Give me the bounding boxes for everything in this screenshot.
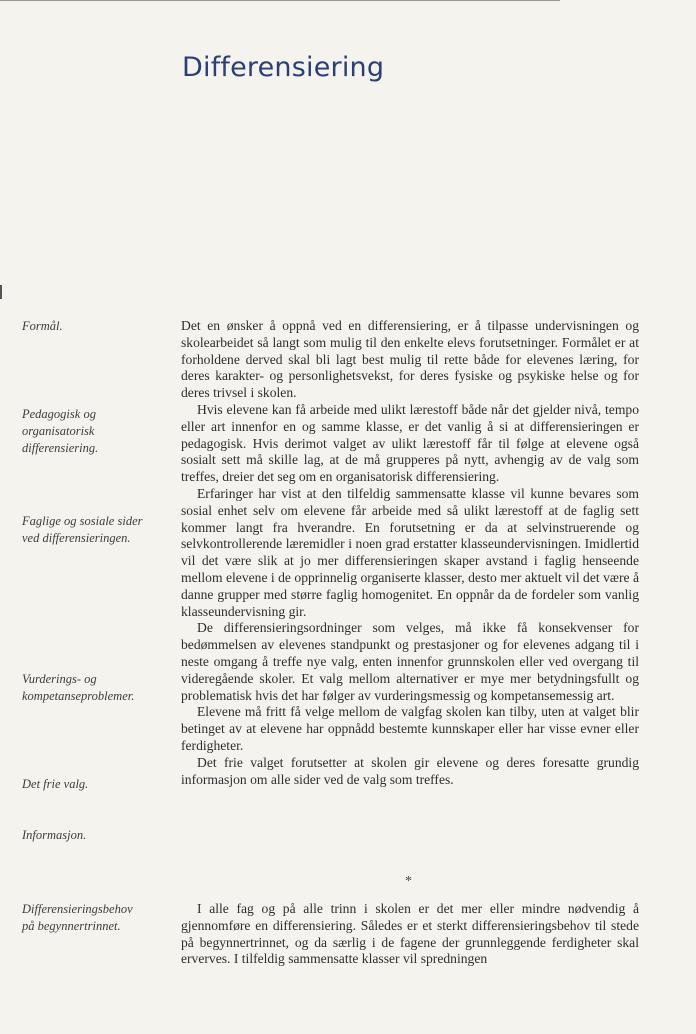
paragraph-vurderings: De differensieringsordninger som velges, må ikke få konsekvenser for bedømmelsen av elevenes standpunkt og prestasjoner og for elevenes adgang til i neste omgang å treffe nye valg, enten innenfor grunnskolen eller ved overgang til videregående skoler. Et valg mellom alternativer er mye mer betydningsfullt og problematisk hvis det har følger av vurderingsmessig og kompetansemessig art. [181,620,639,703]
body-section-2 [181,901,639,968]
page-title: Differensiering [182,52,385,83]
paragraph-begynnertrinnet: I alle fag og på alle trinn i skolen er det mer eller mindre nødvendig å gjennomføre en differensiering. Således er et sterkt differensieringsbehov til stede på begynnertrinnet, og da særlig i de fagene der grunnleggende ferdigheter skal erverves. I tilfeldig sammensatte klasser vil spredningen [181,901,639,967]
margin-note-vurderings: Vurderings- og kompetanseproblemer. [22,672,135,703]
body-section-1 [181,318,639,788]
margin-note-formal: Formål. [22,319,63,333]
margin-note-begynnertrinnet: Differensieringsbehov på begynnertrinnet. [22,902,133,933]
paragraph-formal: Det en ønsker å oppnå ved en differensiering, er å tilpasse undervisningen og skolearbeidet så langt som mulig til den enkelte elevs forutsetninger. Formålet er at forholdene derved skal bli lagt best mulig til rette både for elevenes læring, for deres karakter- og personlighetsvekst, for deres fysiske og psykiske helse og for deres trivsel i skolen. [181,318,639,401]
binding-mark [0,285,2,299]
section-separator: * [405,874,412,889]
margin-note-pedagogisk: Pedagogisk og organisatorisk differensiering. [22,407,99,455]
margin-note-faglige: Faglige og sosiale sider ved differensieringen. [22,514,143,545]
margin-note-informasjon: Informasjon. [22,828,87,842]
top-rule [0,0,560,1]
margin-note-frie-valg: Det frie valg. [22,777,89,791]
paragraph-frie-valg: Elevene må fritt få velge mellom de valgfag skolen kan tilby, uten at valget blir betinget av at elevene har oppnådd bestemte kunnskaper eller har visse evner eller ferdigheter. [181,704,639,753]
paragraph-pedagogisk: Hvis elevene kan få arbeide med ulikt lærestoff både når det gjelder nivå, tempo eller art innenfor en og samme klasse, er det vanlig å si at differensieringen er pedagogisk. Hvis derimot valget av ulikt lærestoff får til følge at elevene også sosialt sett må skille lag, at de må grupperes på nytt, avhengig av de valg som treffes, dreier det seg om en organisatorisk differensiering. [181,401,639,485]
paragraph-informasjon: Det frie valget forutsetter at skolen gir elevene og deres foresatte grundig informasjon om alle sider ved de valg som treffes. [181,754,639,787]
paragraph-faglige: Erfaringer har vist at den tilfeldig sammensatte klasse vil kunne bevares som sosial enhet selv om elevene får arbeide med så ulikt lærestoff at de faglig sett kommer langt fra hverandre. En forutsetning er da at selvinstruerende og selvkontrollerende læremidler i noen grad erstatter klasseundervisningen. Imidlertid vil det være slik at jo mer differensieringen skaper avstand i faglig henseende mellom elevene i de opprinnelig organiserte klasser, desto mer aktuelt vil det være å danne grupper med større faglig homogenitet. En oppnår da de fordeler som vanlig klasseundervisning gir. [181,485,639,619]
